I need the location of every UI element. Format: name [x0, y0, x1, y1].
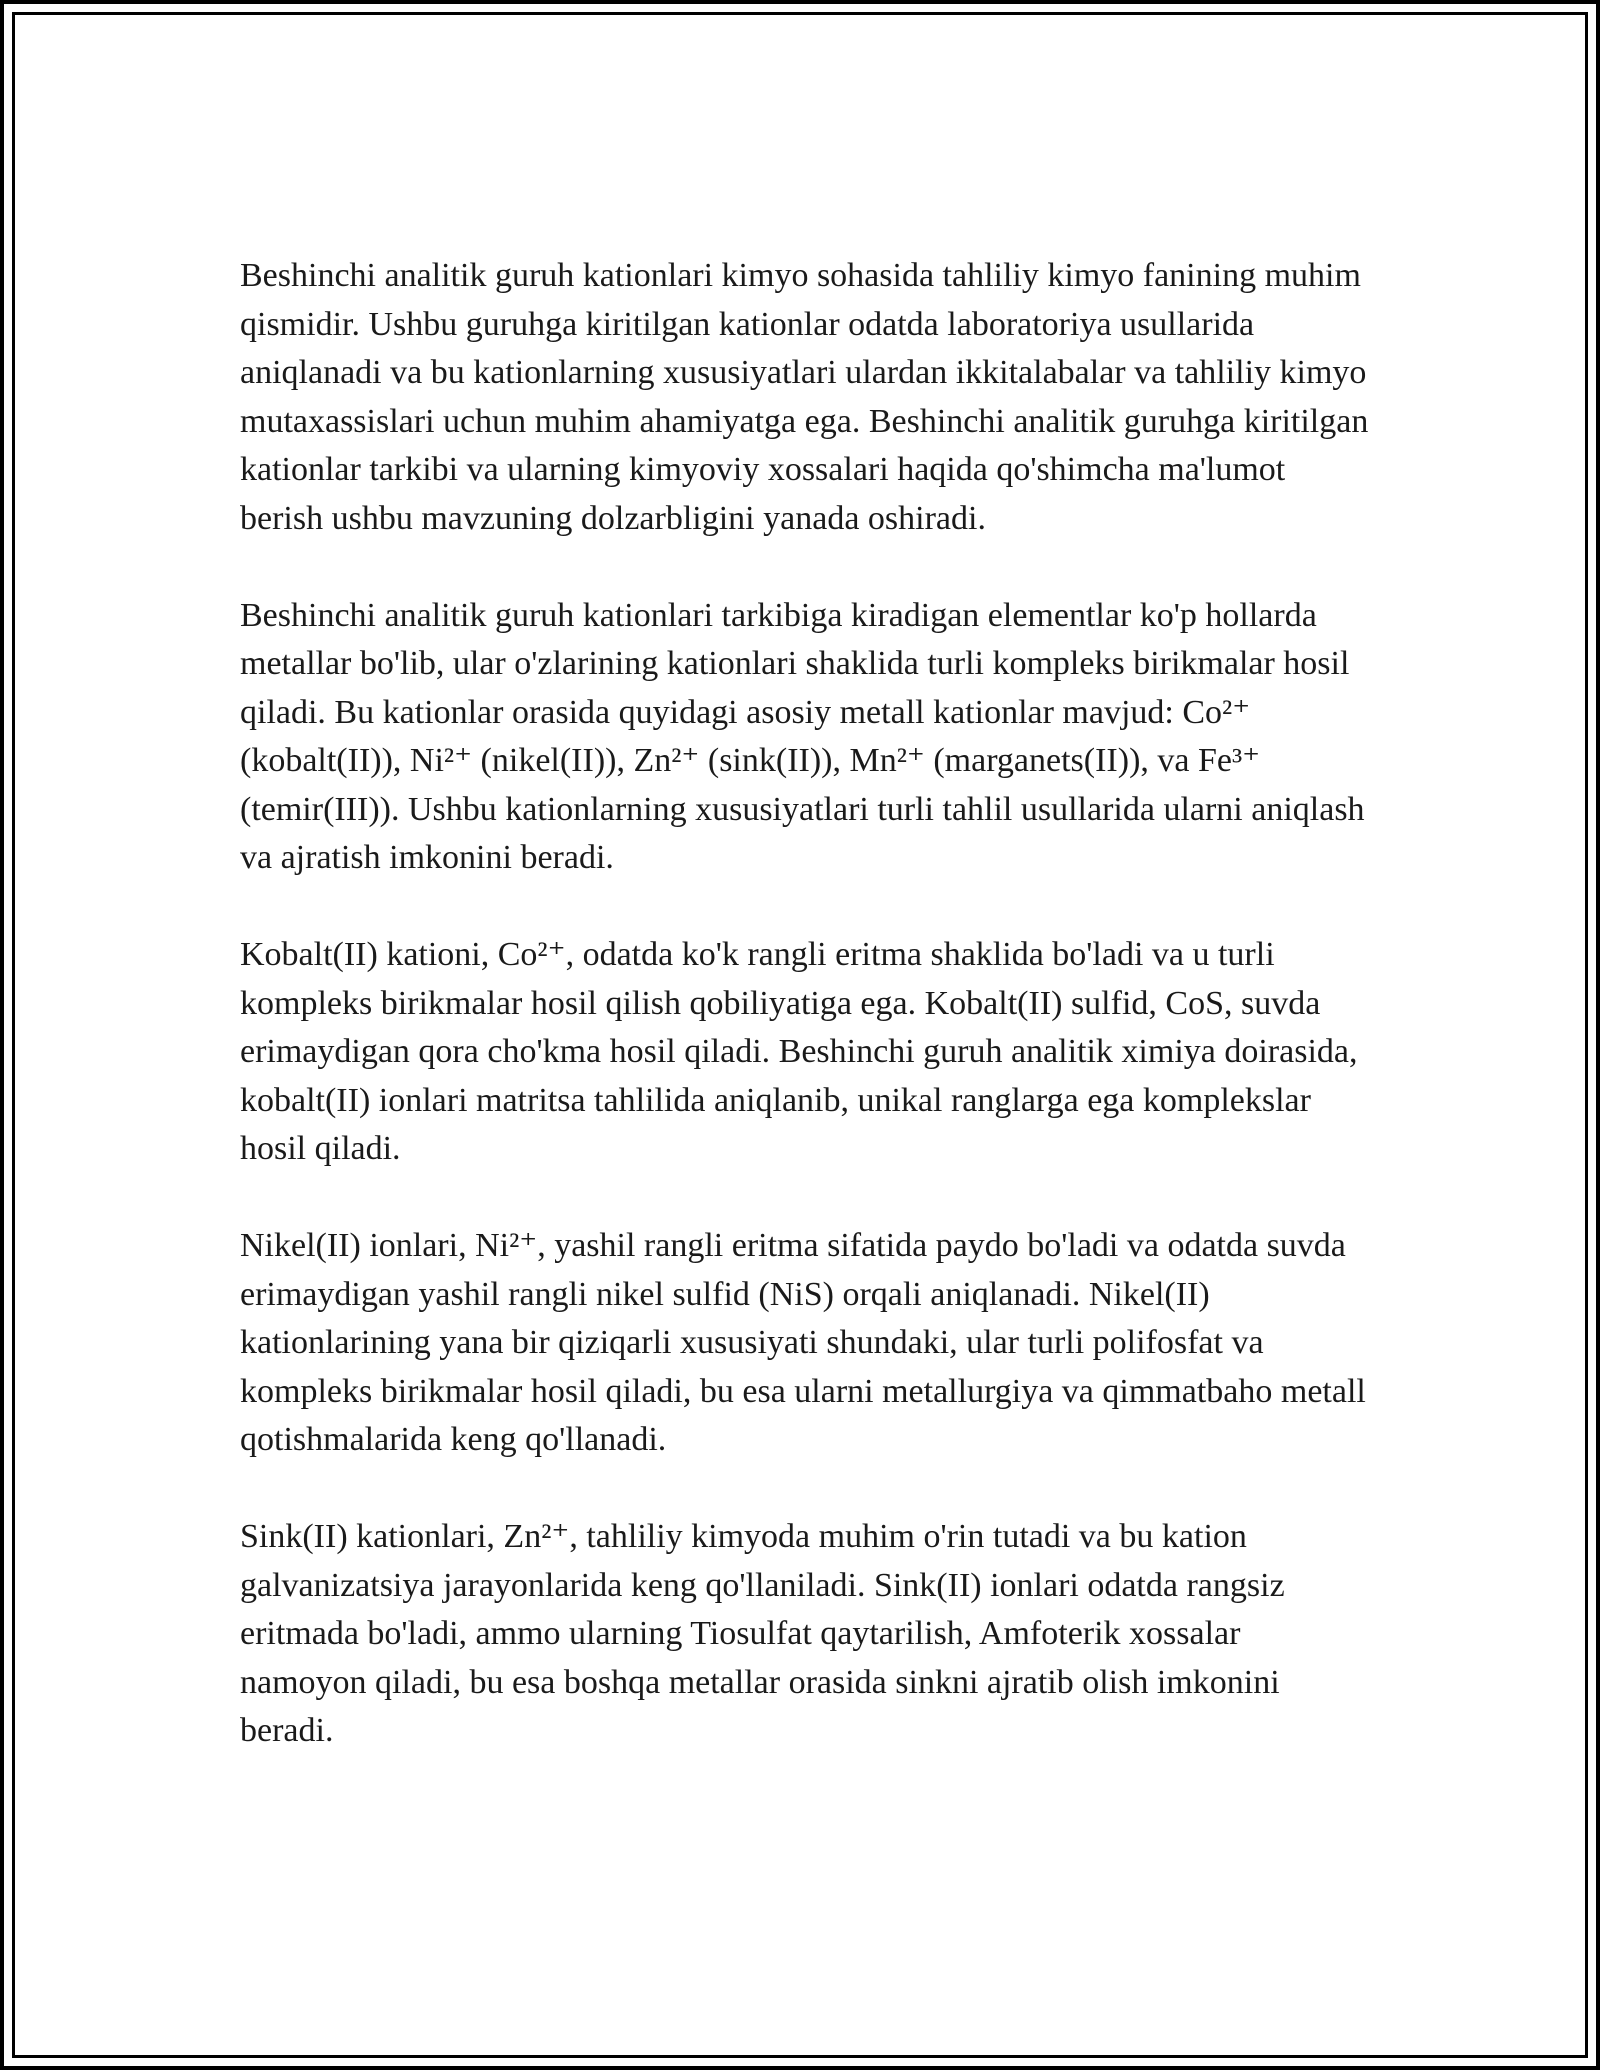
document-body — [240, 252, 1370, 1756]
paragraph-cobalt: Kobalt(II) kationi, Co²⁺, odatda ko'k rangli eritma shaklida bo'ladi va u turli kompleks birikmalar hosil qilish qobiliyatiga ega. Kobalt(II) sulfid, CoS, suvda erimaydigan qora cho'kma hosil qiladi. Beshinchi guruh analitik ximiya doirasida, kobalt(II) ionlari matritsa tahlilida aniqlanib, unikal ranglarga ega komplekslar hosil qiladi. — [240, 936, 1358, 1167]
paragraph-intro: Beshinchi analitik guruh kationlari kimyo sohasida tahliliy kimyo fanining muhim qismidir. Ushbu guruhga kiritilgan kationlar odatda laboratoriya usullarida aniqlanadi va bu kationlarning xususiyatlari ulardan ikkitalabalar va tahliliy kimyo mutaxassislari uchun muhim ahamiyatga ega. Beshinchi analitik guruhga kiritilgan kationlar tarkibi va ularning kimyoviy xossalari haqida qo'shimcha ma'lumot berish ushbu mavzuning dolzarbligini yanada oshiradi. — [240, 257, 1369, 537]
paragraph-composition: Beshinchi analitik guruh kationlari tarkibiga kiradigan elementlar ko'p hollarda metallar bo'lib, ular o'zlarining kationlari shaklida turli kompleks birikmalar hosil qiladi. Bu kationlar orasida quyidagi asosiy metall kationlar mavjud: Co²⁺ (kobalt(II)), Ni²⁺ (nikel(II)), Zn²⁺ (sink(II)), Mn²⁺ (marganets(II)), va Fe³⁺ (temir(III)). Ushbu kationlarning xususiyatlari turli tahlil usullarida ularni aniqlash va ajratish imkonini beradi. — [240, 596, 1365, 876]
paragraph-zinc: Sink(II) kationlari, Zn²⁺, tahliliy kimyoda muhim o'rin tutadi va bu kation galvanizatsiya jarayonlarida keng qo'llaniladi. Sink(II) ionlari odatda rangsiz eritmada bo'ladi, ammo ularning Tiosulfat qaytarilish, Amfoterik xossalar namoyon qiladi, bu esa boshqa metallar orasida sinkni ajratib olish imkonini beradi. — [240, 1518, 1285, 1749]
paragraph-nickel: Nikel(II) ionlari, Ni²⁺, yashil rangli eritma sifatida paydo bo'ladi va odatda suvda erimaydigan yashil rangli nikel sulfid (NiS) orqali aniqlanadi. Nikel(II) kationlarining yana bir qiziqarli xususiyati shundaki, ular turli polifosfat va kompleks birikmalar hosil qiladi, bu esa ularni metallurgiya va qimmatbaho metall qotishmalarida keng qo'llanadi. — [240, 1227, 1366, 1458]
